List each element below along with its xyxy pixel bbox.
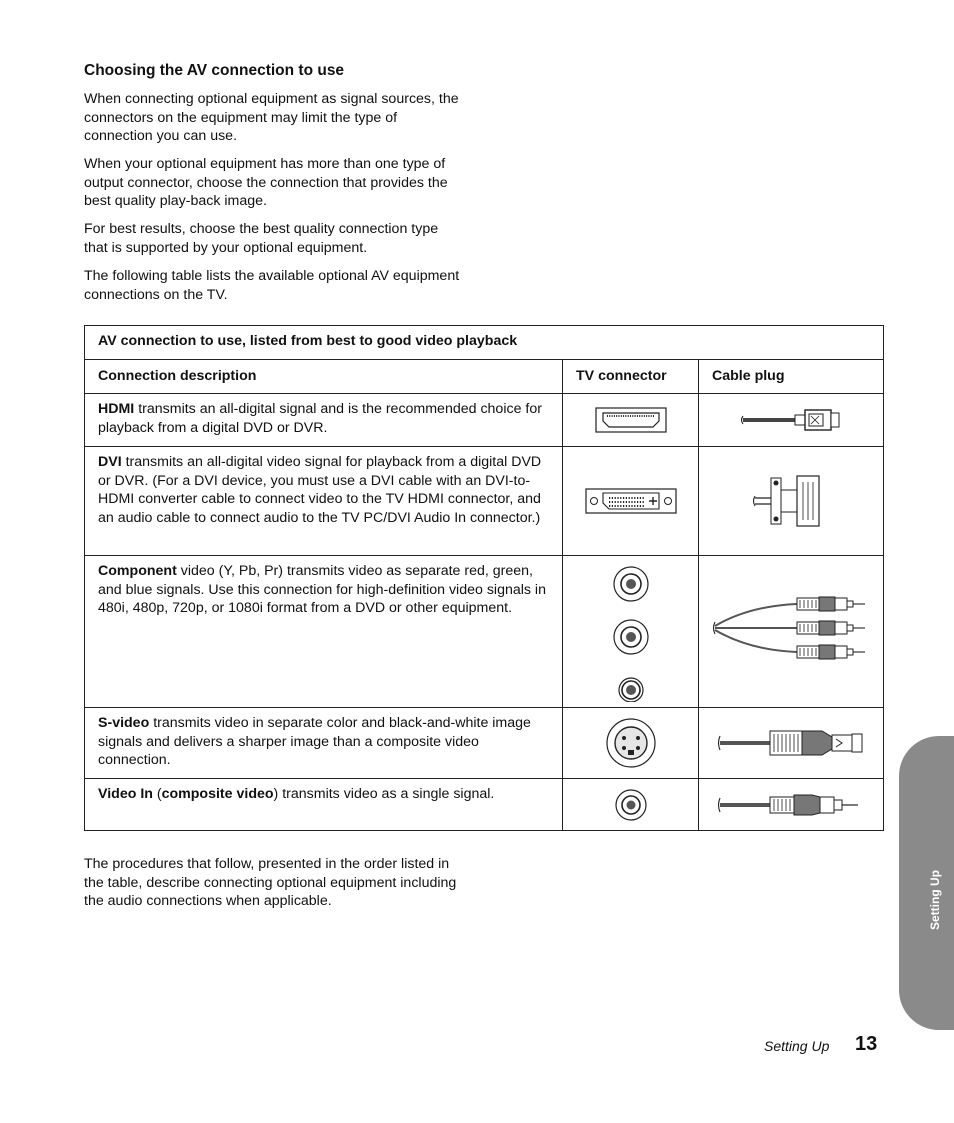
cable-plug-cell [699, 394, 884, 447]
row-text-pre: ( [152, 786, 162, 802]
tv-connector-cell [563, 556, 699, 708]
intro-paragraph-1: When connecting optional equipment as signal sources, the connectors on the equipment may limit the type of connection you can use. [84, 91, 459, 145]
rca-plug-icon [716, 788, 866, 822]
page-heading: Choosing the AV connection to use [84, 62, 345, 79]
tv-connector-cell [563, 394, 699, 447]
row-description [85, 708, 563, 779]
cable-plug-cell [699, 556, 884, 708]
closing-paragraph: The procedures that follow, presented in the order listed in the table, describe connecting optional equipment including the audio connections when applicable. [84, 856, 457, 910]
row-name: Video In [98, 786, 153, 802]
svideo-port-icon [605, 717, 657, 769]
row-name: Component [98, 563, 177, 579]
row-subname: composite video [161, 786, 274, 802]
row-text: transmits an all-digital signal and is the recommended choice for playback from a digital DVD or DVR. [98, 401, 542, 436]
table-row [85, 394, 884, 447]
cable-plug-cell [699, 779, 884, 831]
hdmi-plug-icon [739, 406, 843, 434]
intro-paragraph-2: When your optional equipment has more than one type of output connector, choose the connection that provides the best quality play-back image. [84, 156, 448, 210]
rca-jacks-icon [611, 562, 651, 702]
page-number: 13 [855, 1033, 878, 1055]
svideo-plug-icon [716, 726, 866, 760]
footer-section-label: Setting Up [764, 1038, 830, 1054]
row-text: transmits video in separate color and black-and-white image signals and delivers a sharper image than a composite video connection. [98, 715, 531, 769]
row-description [85, 447, 563, 556]
row-name: HDMI [98, 401, 135, 417]
intro-paragraph-3: For best results, choose the best quality connection type that is supported by your optional equipment. [84, 221, 439, 256]
intro-paragraph-4: The following table lists the available optional AV equipment connections on the TV. [84, 268, 460, 303]
rca-jack-icon [614, 788, 648, 822]
row-text: video (Y, Pb, Pr) transmits video as separate red, green, and blue signals. Use this connection for high-definition video signals in 480i, 480p, 720p, or 1080i format from a DVD or other equipment. [98, 563, 546, 617]
section-tab [899, 736, 954, 1030]
tv-connector-cell [563, 708, 699, 779]
table-caption: AV connection to use, listed from best to good video playback [85, 326, 884, 360]
table-row [85, 556, 884, 708]
row-name: S-video [98, 715, 150, 731]
tv-connector-cell [563, 447, 699, 556]
hdmi-port-icon [595, 406, 667, 434]
dvi-port-icon [585, 487, 677, 515]
table-row [85, 447, 884, 556]
component-plugs-icon [709, 592, 873, 672]
table-row [85, 779, 884, 831]
row-description [85, 779, 563, 831]
row-name: DVI [98, 454, 122, 470]
row-description [85, 394, 563, 447]
row-text: ) transmits video as a single signal. [273, 786, 495, 802]
column-header-cable-plug: Cable plug [699, 360, 884, 394]
cable-plug-cell [699, 447, 884, 556]
column-header-tv-connector: TV connector [563, 360, 699, 394]
row-text: transmits an all-digital video signal for playback from a digital DVD or DVR. (For a DVI device, you must use a DVI cable with an DVI-to-HDMI converter cable to connect video to the TV HDMI connector, and an audio cable to connect audio to the TV PC/DVI Audio In connector.) [98, 454, 542, 526]
tv-connector-cell [563, 779, 699, 831]
row-description [85, 556, 563, 708]
dvi-plug-icon [751, 474, 831, 528]
table-row [85, 708, 884, 779]
av-connection-table [84, 325, 884, 831]
column-header-description: Connection description [85, 360, 563, 394]
section-tab-label: Setting Up [928, 870, 942, 930]
cable-plug-cell [699, 708, 884, 779]
